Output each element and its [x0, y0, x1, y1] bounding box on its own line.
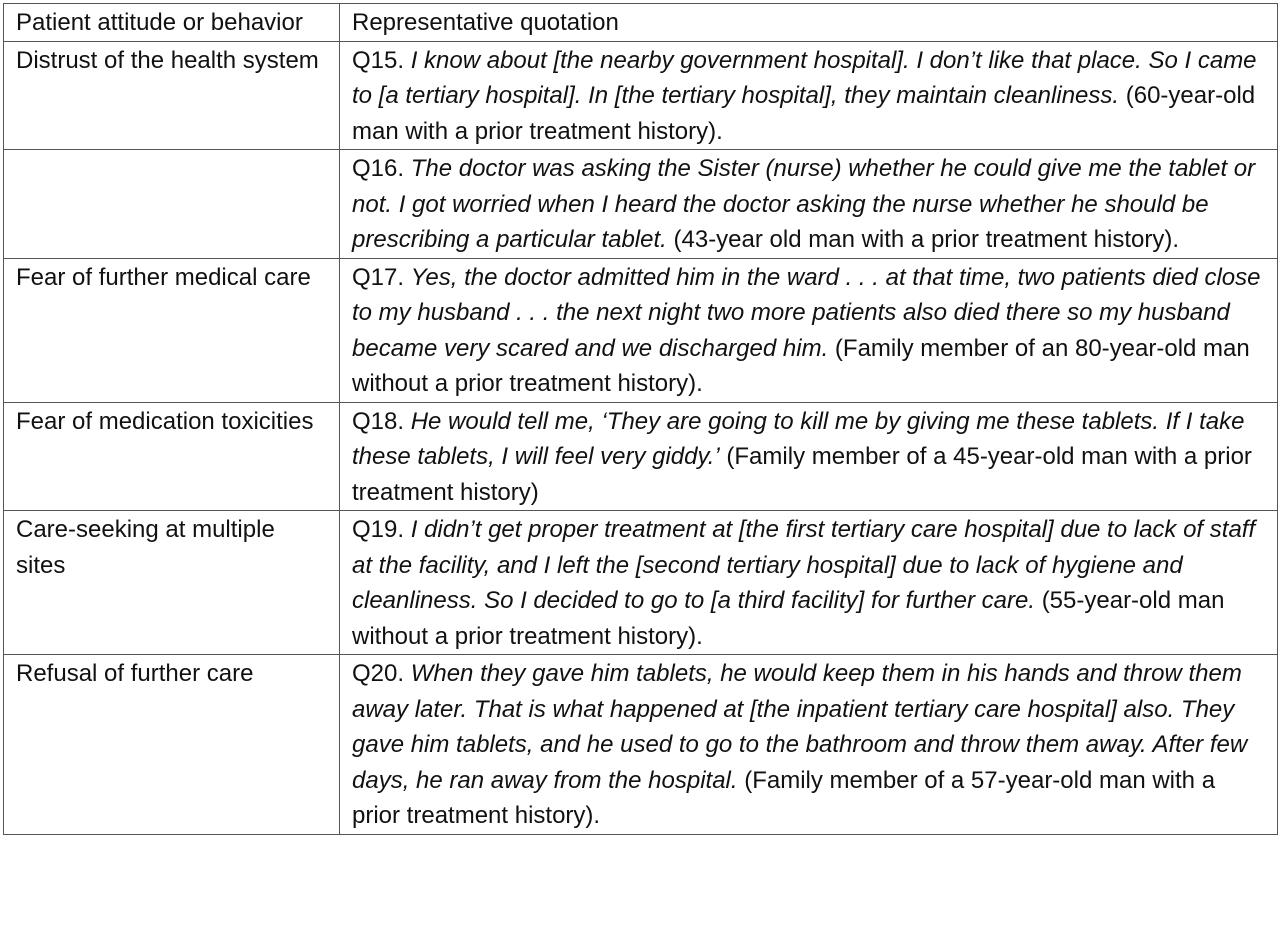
attitude-cell: Fear of further medical care — [4, 258, 340, 402]
quote-number: Q20. — [352, 660, 405, 687]
quote-attribution: (60-year-old man with a prior treatment history). — [352, 82, 1256, 145]
table-row — [4, 511, 1278, 655]
header-attitude: Patient attitude or behavior — [4, 4, 340, 42]
quote-attribution: (Family member of a 57-year-old man with a prior treatment history). — [352, 766, 1216, 829]
quote-attribution: (55-year-old man without a prior treatment history). — [352, 587, 1225, 650]
quote-text: He would tell me, ‘They are going to kill me by giving me these tablets. If I take these tablets, I will feel very giddy.’ — [352, 407, 1245, 470]
attitude-cell: Care-seeking at multiple sites — [4, 511, 340, 655]
quote-attribution: (Family member of an 80-year-old man without a prior treatment history). — [352, 334, 1250, 397]
quotation-cell — [340, 150, 1278, 259]
header-quotation: Representative quotation — [340, 4, 1278, 42]
table-row — [4, 150, 1278, 259]
quotation-cell — [340, 258, 1278, 402]
attitude-cell — [4, 150, 340, 259]
quotation-cell — [340, 655, 1278, 835]
quote-number: Q19. — [352, 516, 405, 543]
attitude-cell: Refusal of further care — [4, 655, 340, 835]
table-row — [4, 41, 1278, 150]
quote-text: I didn’t get proper treatment at [the first tertiary care hospital] due to lack of staff at the facility, and I left the [second tertiary hospital] due to lack of hygiene and cleanliness. So I decided to go to [a third facility] for further care. — [352, 516, 1256, 614]
quote-attribution: (43-year old man with a prior treatment history). — [673, 226, 1180, 253]
quote-attribution: (Family member of a 45-year-old man with a prior treatment history) — [352, 443, 1252, 506]
quote-text: I know about [the nearby government hospital]. I don’t like that place. So I came to [a tertiary hospital]. In [the tertiary hospital], they maintain cleanliness. — [352, 46, 1257, 109]
quote-number: Q15. — [352, 46, 405, 74]
table-row — [4, 258, 1278, 402]
attitude-cell: Distrust of the health system — [4, 41, 340, 150]
quote-number: Q16. — [352, 155, 405, 182]
table-row — [4, 402, 1278, 511]
quote-text: When they gave him tablets, he would keep them in his hands and throw them away later. That is what happened at [the inpatient tertiary care hospital] also. They gave him tablets, and he used to go to the bathroom and throw them away. After few days, he ran away from the hospital. — [352, 660, 1248, 794]
quote-number: Q17. — [352, 263, 405, 291]
table-row — [4, 655, 1278, 835]
quotations-table — [3, 3, 1278, 835]
quote-text: Yes, the doctor admitted him in the ward . . . at that time, two patients died close to my husband . . . the next night two more patients also died there so my husband became very scared and we discharged him. — [352, 263, 1261, 362]
quote-text: The doctor was asking the Sister (nurse) whether he could give me the tablet or not. I got worried when I heard the doctor asking the nurse whether he should be prescribing a particular tablet. — [352, 155, 1256, 253]
attitude-cell: Fear of medication toxicities — [4, 402, 340, 511]
table-header-row — [4, 4, 1278, 42]
quotation-cell — [340, 511, 1278, 655]
quotation-cell — [340, 402, 1278, 511]
quote-number: Q18. — [352, 407, 405, 435]
quotation-cell — [340, 41, 1278, 150]
